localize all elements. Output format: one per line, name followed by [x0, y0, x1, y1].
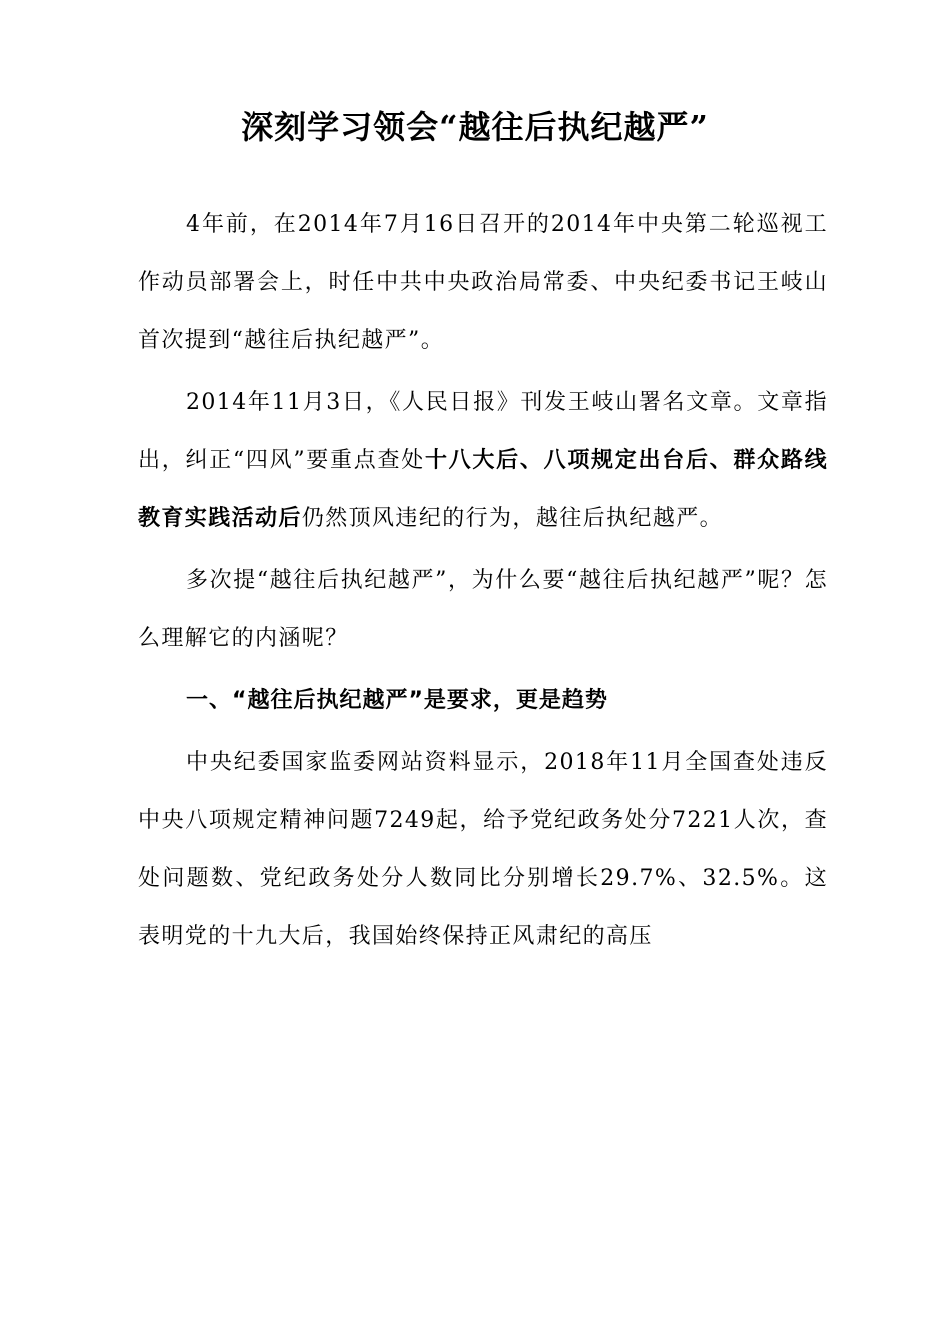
- paragraph-2-emphasis: 十八大后、八项规定出台后、群众路线教育实践活动后: [138, 448, 828, 531]
- document-body: [138, 196, 828, 966]
- paragraph-3: 多次提“越往后执纪越严”，为什么要“越往后执纪越严”呢？怎么理解它的内涵呢？: [138, 568, 828, 651]
- paragraph-2-text-start: 2014年11月3日，《人民日报》刊发王岐山署名文章。文章指出，纠正“四风”要重点查处: [138, 390, 828, 473]
- document-title: 深刻学习领会“越往后执纪越严”: [241, 108, 709, 146]
- section-heading-1: 一、“越往后执纪越严”是要求，更是趋势: [186, 688, 608, 713]
- paragraph-1: 4年前，在2014年7月16日召开的2014年中央第二轮巡视工作动员部署会上，时任中共中央政治局常委、中央纪委书记王岐山首次提到“越往后执纪越严”。: [138, 212, 828, 353]
- paragraph-2: [138, 374, 828, 548]
- paragraph-4: 中央纪委国家监委网站资料显示，2018年11月全国查处违反中央八项规定精神问题7249起，给予党纪政务处分7221人次，查处问题数、党纪政务处分人数同比分别增长29.7%、32.5%。这表明党的十九大后，我国始终保持正风肃纪的高压: [138, 750, 828, 949]
- paragraph-2-text-end: 仍然顶风违纪的行为，越往后执纪越严。: [301, 506, 724, 531]
